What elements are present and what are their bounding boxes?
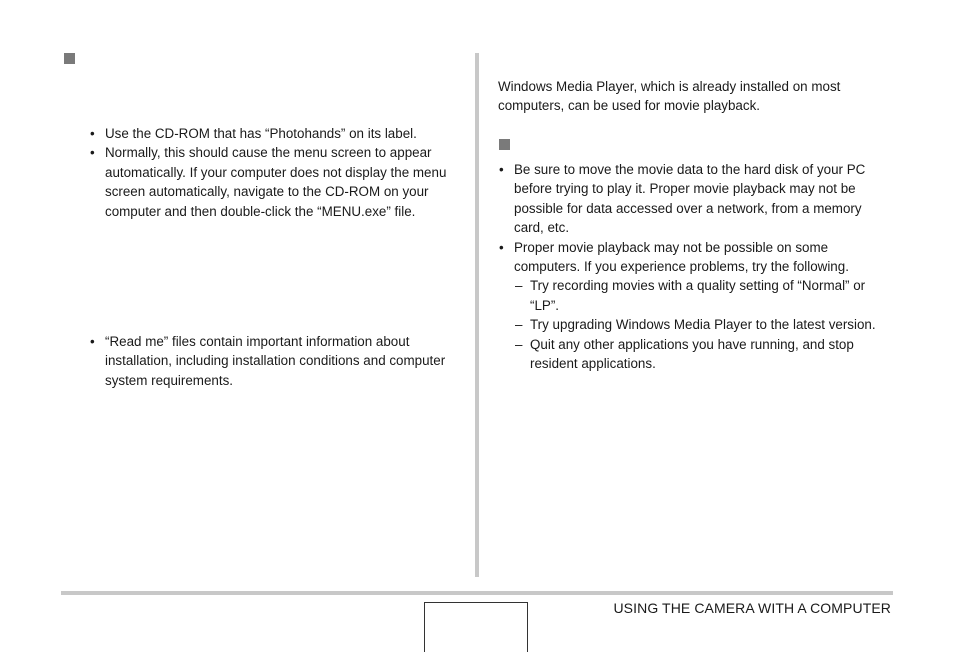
list-item: • Use the CD-ROM that has “Photohands” on its label. [89,124,461,143]
left-list-b [89,332,461,390]
sub-list-item: – Try recording movies with a quality setting of “Normal” or “LP”. [514,276,890,315]
list-item [498,238,890,374]
section-marker-left [64,53,75,64]
intro-paragraph: Windows Media Player, which is already installed on most computers, can be used for movie playback. [498,79,841,114]
sub-list-item: – Quit any other applications you have running, and stop resident applications. [514,335,890,374]
footer-rule [61,591,893,595]
sub-list [514,276,890,373]
column-divider [475,53,479,577]
list-item-text: Proper movie playback may not be possible on some computers. If you experience problems, try the following. [514,239,849,275]
page-number-box [424,602,528,652]
list-item: • Normally, this should cause the menu screen to appear automatically. If your computer does not display the menu screen automatically, navigate to the CD-ROM on your computer and then double-click the “MENU.exe” file. [89,143,461,221]
sub-list-item: – Try upgrading Windows Media Player to the latest version. [514,315,890,334]
section-marker-right [499,139,510,150]
list-item: • “Read me” files contain important information about installation, including installation conditions and computer system requirements. [89,332,461,390]
list-item: • Be sure to move the movie data to the hard disk of your PC before trying to play it. Proper movie playback may not be possible for data accessed over a network, from a memory card, etc. [498,160,890,238]
right-list [498,160,890,373]
left-list-a [89,124,461,221]
section-title-footer: USING THE CAMERA WITH A COMPUTER [613,600,891,616]
